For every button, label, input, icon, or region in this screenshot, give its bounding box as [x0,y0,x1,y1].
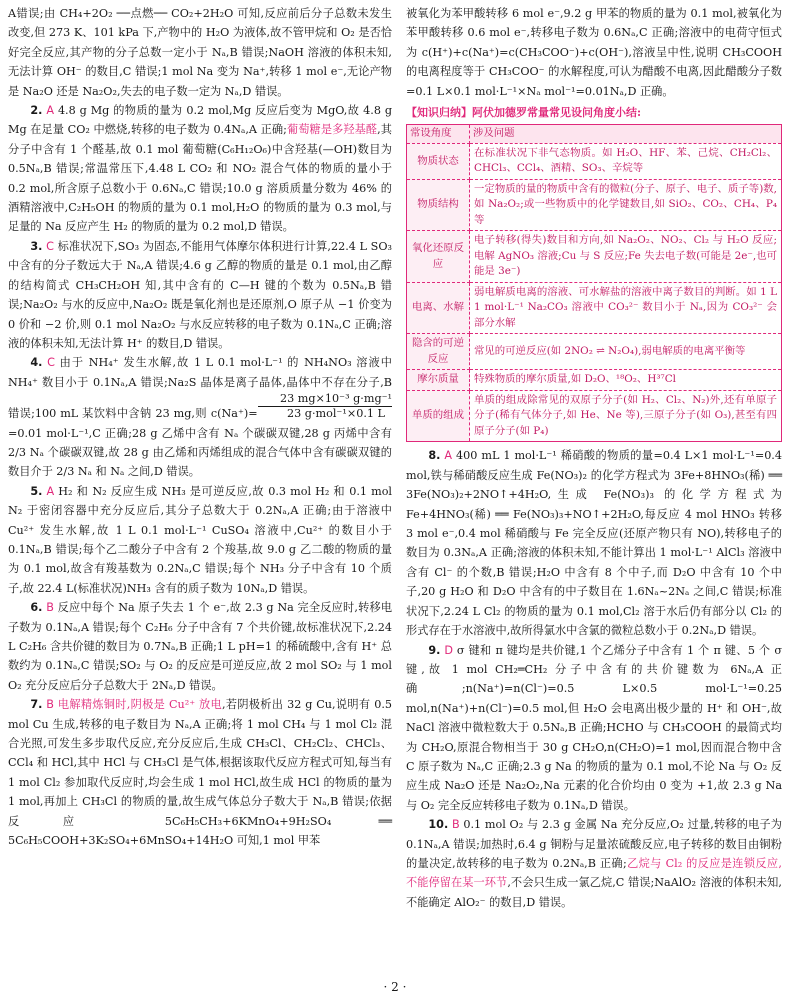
table-header-cell: 常设角度 [407,125,470,144]
table-content-cell: 弱电解质电离的溶液、可水解盐的溶液中离子数目的判断。如 1 L 1 mol·L⁻¹ Na₂CO₃ 溶液中 CO₃²⁻ 数目小于 Nₐ,因为 CO₃²⁻ 会部分水解 [470,282,782,334]
fraction-numerator: 23 mg×10⁻³ g·mg⁻¹ [258,392,392,407]
answer-8 [406,446,782,640]
answer-letter: C [46,239,54,253]
table-row [407,370,782,391]
q7-continuation: 被氧化为苯甲酸转移 6 mol e⁻,9.2 g 甲苯的物质的量为 0.1 mol,被氧化为苯甲酸转移 0.6 mol e⁻,转移电子数为 0.6Nₐ,C 正确;溶液中的电荷守恒式为 c(H⁺)+c(Na⁺)=c(CH₃COO⁻)+c(OH⁻),溶液呈中性,说明 CH₃COOH 的电离程度等于 CH₃COO⁻ 的水解程度,可认为醋酸不电离,因此醋酸分子数=0.1 L×0.1 mol·L⁻¹×Nₐ mol⁻¹=0.01Nₐ,D 正确。 [406,7,782,98]
answer-text: 4.8 g Mg 的物质的量为 0.2 mol,Mg 反应后变为 MgO,故 4.8 g Mg 在足量 CO₂ 中燃烧,转移的电子数为 0.4Nₐ,A 正确; [8,104,393,137]
table-row [407,231,782,283]
highlight-text: 乙烷与 Cl₂ 的反应是连锁反应,不能停留在某一环节 [406,856,782,890]
answer-text: 0.1 mol O₂ 与 2.3 g 金属 Na 充分反应,O₂ 过量,转移的电子为 0.1Nₐ,A 错误;加热时,6.4 g 铜粉与足量浓硫酸反应,电子转移的数目由铜粉的量决定,故转移的电子数为 0.2Nₐ,B 正确; [406,818,782,870]
right-column [406,4,782,912]
table-aspect-cell: 单质的组成 [407,390,470,442]
table-row [407,282,782,334]
knowledge-summary-table [406,124,782,442]
answer-6 [8,598,392,695]
fraction [258,392,392,421]
answer-text: ,其分子中含有 1 个醛基,故 0.1 mol 葡萄糖(C₆H₁₂O₆)中含羟基(—OH)数目为 0.5Nₐ,B 错误;常温常压下,4.48 L CO₂ 和 NO₂ 混合气体的物质的量小于 0.2 mol,所含原子总数小于 0.6Nₐ,C 错误;10.0 g 溶质质量分数为 46% 的酒精溶液中,C₂H₅OH 的物质的量为 0.1 mol,H₂O 的物质的量为 0.3 mol,与足量的 Na 反应产生 H₂ 的物质的量为 0.2 mol,D 错误。 [8,123,392,234]
table-header-row [407,125,782,144]
table-content-cell: 一定物质的量的物质中含有的微粒(分子、原子、电子、质子等)数,如 Na₂O₂;或一些物质中的化学键数目,如 SiO₂、CO₂、CH₄、P₄ 等 [470,179,782,231]
answer-letter: B [46,601,54,615]
answer-2 [8,101,392,237]
table-content-cell: 单质的组成除常见的双原子分子(如 H₂、Cl₂、N₂)外,还有单原子分子(稀有气体分子,如 He、Ne 等),三原子分子(如 O₃),甚至有四原子分子(如 P₄) [470,390,782,442]
question-number: 5. [30,484,43,498]
answer-text: 400 mL 1 mol·L⁻¹ 稀硝酸的物质的量=0.4 L×1 mol·L⁻¹=0.4 mol,铁与稀硝酸反应生成 Fe(NO₃)₂ 的化学方程式为 3Fe+8HNO₃(稀) ══ 3Fe(NO₃)₂+2NO↑+4H₂O,生成 Fe(NO₃)₃ 的化学方程式为 Fe+4HNO₃(稀) ══ Fe(NO₃)₃+NO↑+2H₂O,每反应 4 mol HNO₃ 转移 3 mol e⁻,0.4 mol 稀硝酸与 Fe 完全反应(还原产物只有 NO),转移电子的数目为 0.3Nₐ,A 正确;溶液的体积未知,不能计算出 1 mol·L⁻¹ AlCl₃ 溶液中含有 Cl⁻ 的个数,B 错误;H₂O 中含有 8 个中子,而 D₂O 中含有 10 个中子,20 g H₂O 和 D₂O 中含有的中子数目在 1.6Nₐ~2Nₐ 之间,C 错误;标准状况下,2.24 L Cl₂ 的物质的量为 0.1 mol,Cl₂ 溶于水后仍有部分以 Cl₂ 的形式存在于水溶液中,故所得氯水中含氯的微粒总数小于 0.2Nₐ,D 错误。 [406,449,782,638]
table-content-cell: 电子转移(得失)数目和方向,如 Na₂O₂、NO₂、Cl₂ 与 H₂O 反应;电解 AgNO₃ 溶液;Cu 与 S 反应;Fe 失去电子数(可能是 2e⁻,也可能是 3e⁻) [470,231,782,283]
answer-letter: D [444,643,453,657]
answer-5 [8,482,392,598]
answer-text: 标准状况下,SO₃ 为固态,不能用气体摩尔体积进行计算,22.4 L SO₃ 中含有的分子数远大于 Nₐ,A 错误;4.6 g 乙醇的物质的量是 0.1 mol,由乙醇的结构简式 CH₃CH₂OH 知,其中含有的 C—H 键的个数为 0.5Nₐ,B 错误;Na₂O₂ 与水的反应中,Na₂O₂ 既是氧化剂也是还原剂,O 原子从 −1 价变为 0 价和 −2 价,则 0.1 mol Na₂O₂ 与水反应转移的电子数为 0.1Nₐ,C 正确;溶液的体积未知,无法计算 H⁺ 的数目,D 错误。 [8,239,392,350]
answer-text: σ 键和 π 键均是共价键,1 个乙烯分子中含有 1 个 π 键、5 个 σ 键,故 1 mol CH₂═CH₂ 分子中含有的共价键数为 6Nₐ,A 正确;n(Na⁺)=n(Cl⁻)=0.5 L×0.5 mol·L⁻¹=0.25 mol,n(Na⁺)+n(Cl⁻)=0.5 mol,但 H₂O 会电离出极少量的 H⁺ 和 OH⁻,故 NaCl 溶液中微粒数大于 0.5Nₐ,B 正确;HCHO 与 CH₃COOH 的最简式均为 CH₂O,原混合物相当于 30 g CH₂O,n(CH₂O)=1 mol,因而混合物中含 C 原子数为 Nₐ,C 正确;2.3 g Na 的物质的量为 0.1 mol,不论 Na 与 O₂ 反应生成 Na₂O 还是 Na₂O₂,Na 元素的化合价均由 0 变为 +1,故 2.3 g Na 与 O₂ 完全反应转移电子数为 0.1Nₐ,D 错误。 [406,643,782,812]
question-number: 3. [30,239,43,253]
left-column [8,4,392,850]
answer-text: H₂ 和 N₂ 反应生成 NH₃ 是可逆反应,故 0.3 mol H₂ 和 0.1 mol N₂ 于密闭容器中充分反应后,其分子总数大于 0.2Nₐ,A 正确;由于溶液中 Cu²⁺ 发生水解,故 1 L 0.1 mol·L⁻¹ CuSO₄ 溶液中,Cu²⁺ 的数目小于 0.1Nₐ,B 错误;每个乙二酸分子中含有 2 个羧基,故 9.0 g 乙二酸的物质的量为 0.1 mol,故含有羧基数为 0.2Nₐ,C 错误;每个 NH₃ 分子中含有 10 个质子,故 22.4 L(标准状况)NH₃ 含有的质子数为 10Nₐ,D 错误。 [8,484,393,595]
answer-letter: B [451,818,460,832]
table-aspect-cell: 物质状态 [407,143,470,179]
highlight-text: 葡萄糖是多羟基醛 [286,123,378,137]
table-aspect-cell: 摩尔质量 [407,370,470,391]
table-row [407,390,782,442]
fraction-denominator: 23 g·mol⁻¹×0.1 L [287,407,385,421]
table-content-cell: 常见的可逆反应(如 2NO₂ ⇌ N₂O₄),弱电解质的电离平衡等 [470,334,782,370]
answer-text: 反应中每个 Na 原子失去 1 个 e⁻,故 2.3 g Na 完全反应时,转移电子数为 0.1Nₐ,A 错误;每个 C₂H₆ 分子中含有 7 个共价键,故标准状况下,2.24 L C₂H₆ 含共价键的数目为 0.7Nₐ,B 正确;1 L pH=1 的稀硫酸中,含有 H⁺ 总数约为 0.1Nₐ,C 错误;SO₂ 与 O₂ 的反应是可逆反应,故 2 mol SO₂ 与 1 mol O₂ 充分反应后分子总数大于 2Nₐ,D 错误。 [8,601,393,692]
answer-text: =0.01 mol·L⁻¹,C 正确;28 g 乙烯中含有 Nₐ 个碳碳双键,28 g 丙烯中含有 2/3 Nₐ 个碳碳双键,故 28 g 由乙烯和丙烯组成的混合气体中含有碳碳双键的数目介于 2/3 Nₐ 和 Nₐ 之间,D 错误。 [8,426,392,479]
question-number: 8. [428,449,441,463]
page-number: · 2 · [383,980,407,994]
table-content-cell: 特殊物质的摩尔质量,如 D₂O、¹⁸O₂、H³⁷Cl [470,370,782,391]
table-content-cell: 在标准状况下非气态物质。如 H₂O、HF、苯、己烷、CH₂Cl₂、CHCl₃、CCl₄、酒精、SO₃、辛烷等 [470,143,782,179]
answer-letter: C [47,356,55,370]
answer-letter: A [46,104,55,118]
answer-text: ,若阴极析出 32 g Cu,说明有 0.5 mol Cu 生成,转移的电子数目为 Nₐ,A 正确;将 1 mol CH₄ 与 1 mol Cl₂ 混合光照,可发生多步取代反应,充分反应后,生成 CH₃Cl、CH₂Cl₂、CHCl₃、CCl₄ 和 HCl,其中 HCl 与 CH₃Cl 是气体,根据该取代反应方程式可知,每当有 1 mol Cl₂ 参加取代反应时,均会生成 1 mol HCl,故生成 HCl 的物质的量为 1 mol,再加上 CH₃Cl 的物质的量,故生成气体总分子数大于 Nₐ,B 错误;依据反应 5C₆H₅CH₃+6KMnO₄+9H₂SO₄ ══ 5C₆H₅COOH+3K₂SO₄+6MnSO₄+14H₂O 可知,1 mol 甲苯 [8,698,392,848]
answer-7 [8,695,392,850]
answer-3 [8,237,392,353]
table-aspect-cell: 隐含的可逆反应 [407,334,470,370]
knowledge-summary-title: 【知识归纳】阿伏加德罗常量常见设问角度小结: [406,106,642,120]
question-number: 9. [428,643,441,657]
table-aspect-cell: 电离、水解 [407,282,470,334]
answer-text: ,不会只生成一氯乙烷,C 错误;NaAlO₂ 溶液的体积未知,不能确定 AlO₂⁻ 的数目,D 错误。 [406,876,782,909]
answer-letter: A [444,449,453,463]
highlight-text: 电解精炼铜时,阴极是 Cu²⁺ 放电 [57,698,222,712]
table-aspect-cell: 物质结构 [407,179,470,231]
question-number: 7. [30,698,43,712]
answer-letter: A [46,484,55,498]
question-number: 4. [30,356,43,370]
table-row [407,334,782,370]
table-row [407,143,782,179]
answer-9 [406,641,782,816]
table-row [407,179,782,231]
answer-letter: B [46,698,54,712]
answer-text: 由于 NH₄⁺ 发生水解,故 1 L 0.1 mol·L⁻¹ 的 NH₄NO₃ 溶液中 NH₄⁺ 数目小于 0.1Nₐ,A 错误;Na₂S 晶体是离子晶体,晶体中不存在分子,B 错误;100 mL 某饮料中含钠 23 mg,则 c(Na⁺)= [8,356,392,421]
answer-4 [8,353,392,481]
question-number: 6. [30,601,43,615]
answer-10 [406,815,782,912]
table-header-cell: 涉及问题 [470,125,782,144]
q1-continuation: A错误;由 CH₄+2O₂ ──点燃── CO₂+2H₂O 可知,反应前后分子总数未发生改变,但 273 K、101 kPa 下,产物中的 H₂O 为液体,故不管甲烷和 O₂ 是否恰好完全反应,其产物的分子总数一定小于 Nₐ,B 错误;NaOH 溶液的体积未知,无法计算 OH⁻ 的数目,C 错误;1 mol Na 变为 Na⁺,转移 1 mol e⁻,无论产物是 Na₂O 还是 Na₂O₂,失去的电子数一定为 Nₐ,D 错误。 [8,7,392,98]
table-aspect-cell: 氧化还原反应 [407,231,470,283]
question-number: 10. [428,818,449,832]
question-number: 2. [30,104,43,118]
